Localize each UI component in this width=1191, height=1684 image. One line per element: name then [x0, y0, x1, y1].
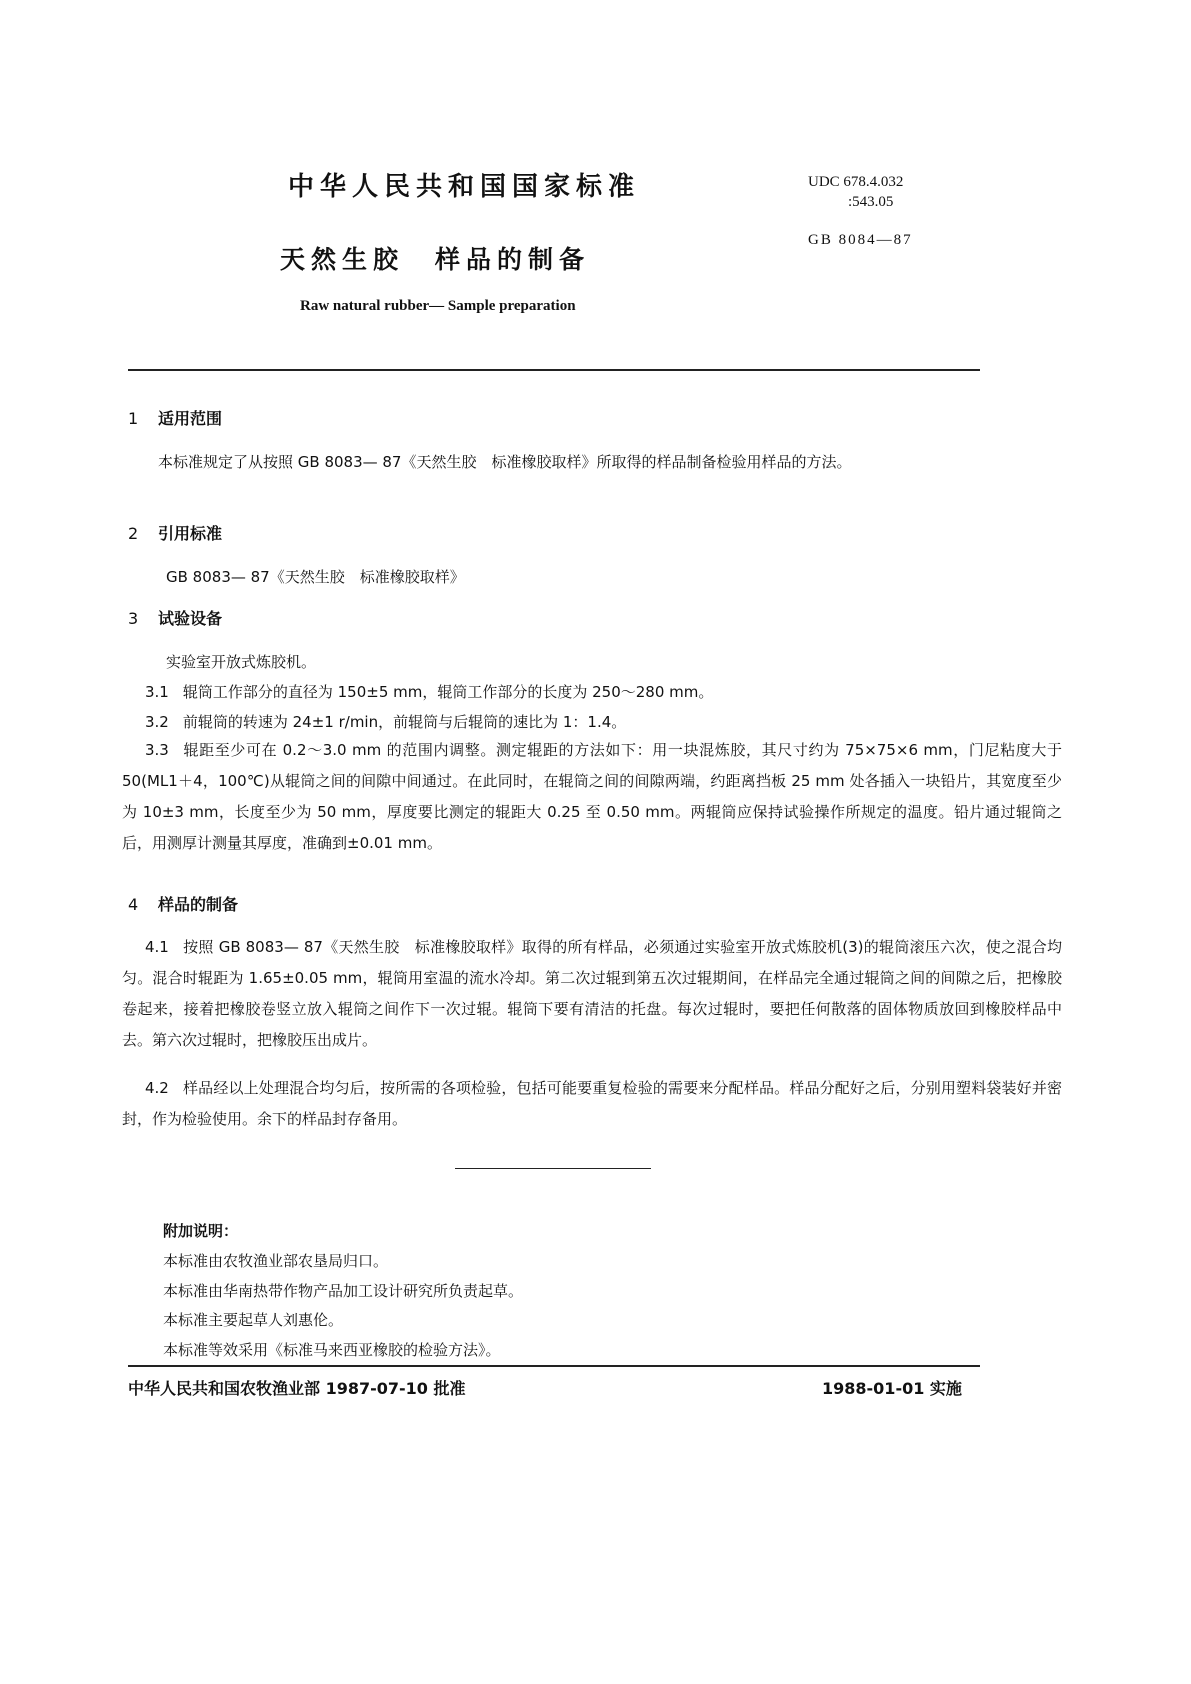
document-title-en: Raw natural rubber— Sample preparation — [300, 298, 576, 314]
section-heading-1: 1 适用范围 — [128, 409, 223, 428]
section-2-reference: GB 8083— 87《天然生胶 标准橡胶取样》 — [166, 568, 465, 586]
section-3-intro: 实验室开放式炼胶机。 — [166, 653, 317, 671]
clause-3-1: 3.1 辊筒工作部分的直径为 150±5 mm，辊筒工作部分的长度为 250～280 mm。 — [145, 683, 714, 701]
clause-3-3: 3.3 辊距至少可在 0.2～3.0 mm 的范围内调整。测定辊距的方法如下：用一块混炼胶，其尺寸约为 75×75×6 mm，门尼粘度大于 50(ML1＋4，100℃)从辊筒之间的间隙中间通过。在此同时，在辊筒之间的间隙两端，约距离挡板 25 mm 处各插入一块铅片，其宽度至少为 10±3 mm，长度至少为 50 mm，厚度要比测定的辊距大 0.25 至 0.50 mm。两辊筒应保持试验操作所规定的温度。铅片通过辊筒之后，用测厚计测量其厚度，准确到±0.01 mm。 — [122, 741, 1062, 852]
effective-date-line: 1988-01-01 实施 — [822, 1379, 962, 1398]
gb-code: GB 8084—87 — [808, 232, 913, 248]
approval-line: 中华人民共和国农牧渔业部 1987-07-10 批准 — [128, 1379, 466, 1398]
clause-4-1: 4.1 按照 GB 8083— 87《天然生胶 标准橡胶取样》取得的所有样品，必须通过实验室开放式炼胶机(3)的辊筒滚压六次，使之混合均匀。混合时辊距为 1.65±0.05 mm，辊筒用室温的流水冷却。第二次过辊到第五次过辊期间，在样品完全通过辊筒之间的间隙之后，把橡胶卷起来，接着把橡胶卷竖立放入辊筒之间作下一次过辊。辊筒下要有清洁的托盘。每次过辊时，要把任何散落的固体物质放回到橡胶样品中去。第六次过辊时，把橡胶压出成片。 — [122, 938, 1062, 1049]
notes-line: 本标准等效采用《标准马来西亚橡胶的检验方法》。 — [163, 1341, 501, 1359]
notes-title: 附加说明： — [163, 1222, 239, 1240]
udc-code-line2: :543.05 — [848, 194, 894, 210]
clause-4-2: 4.2 样品经以上处理混合均匀后，按所需的各项检验，包括可能要重复检验的需要来分配样品。样品分配好之后，分别用塑料袋装好并密封，作为检验使用。余下的样品封存备用。 — [122, 1079, 1062, 1128]
footer-divider — [128, 1365, 980, 1367]
document-title-cn: 天然生胶 样品的制备 — [280, 245, 591, 274]
section-1-text: 本标准规定了从按照 GB 8083— 87《天然生胶 标准橡胶取样》所取得的样品制备检验用样品的方法。 — [158, 453, 852, 471]
notes-line: 本标准主要起草人刘惠伦。 — [163, 1311, 344, 1329]
notes-line: 本标准由华南热带作物产品加工设计研究所负责起草。 — [163, 1282, 524, 1300]
clause-3-2: 3.2 前辊筒的转速为 24±1 r/min，前辊筒与后辊筒的速比为 1：1.4。 — [145, 713, 627, 731]
section-heading-3: 3 试验设备 — [128, 609, 223, 628]
national-standard-title: 中华人民共和国国家标准 — [288, 172, 641, 202]
udc-code-line1: UDC 678.4.032 — [808, 174, 904, 190]
notes-line: 本标准由农牧渔业部农垦局归口。 — [163, 1252, 389, 1270]
end-divider — [455, 1168, 651, 1169]
section-heading-4: 4 样品的制备 — [128, 895, 239, 914]
header-divider — [128, 369, 980, 371]
section-heading-2: 2 引用标准 — [128, 524, 223, 543]
